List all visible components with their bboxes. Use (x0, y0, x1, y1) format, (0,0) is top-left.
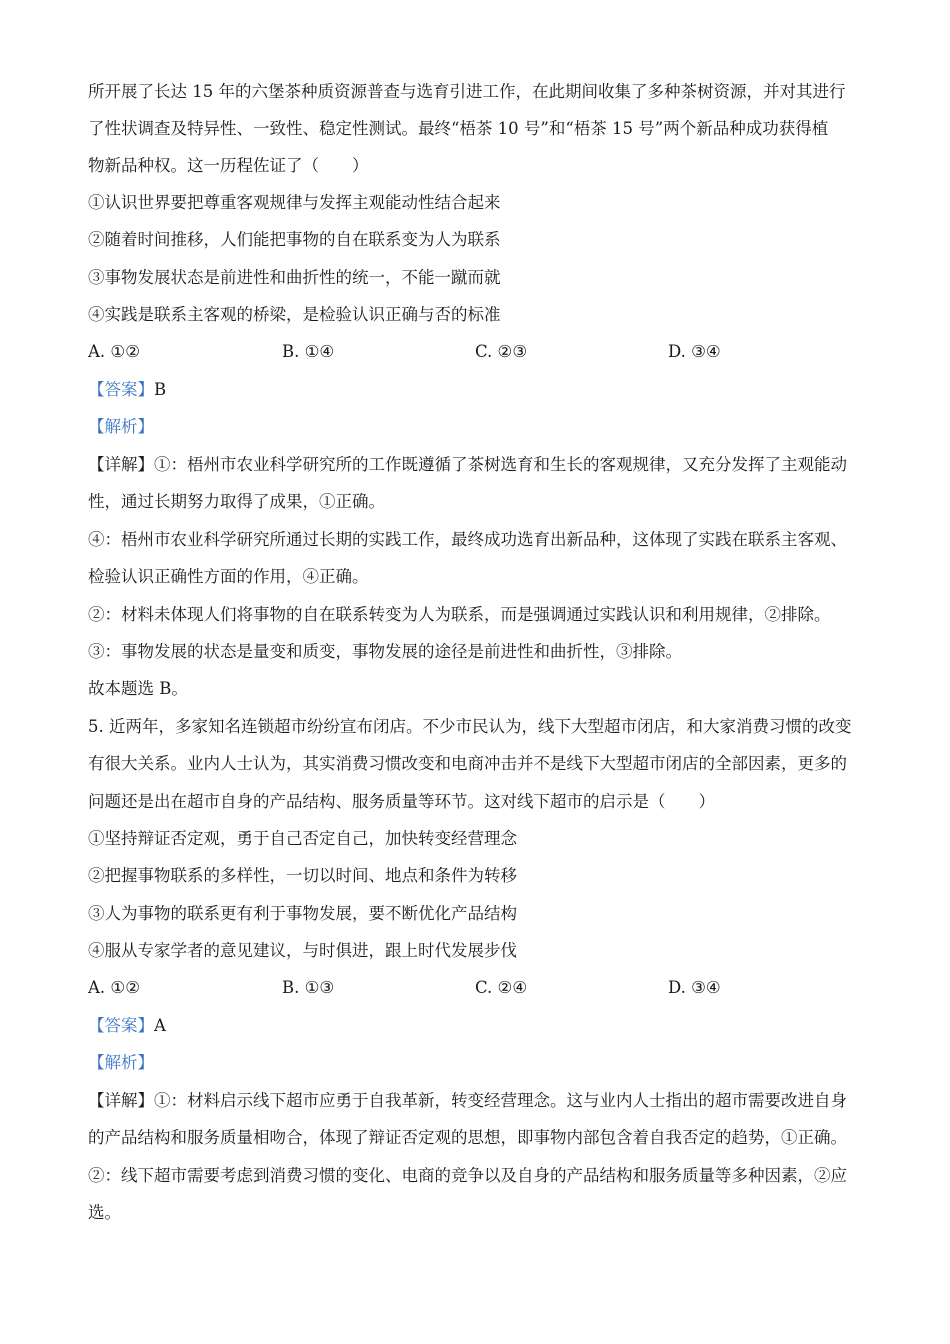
q5-option-b: B. ①③ (282, 978, 335, 997)
q4-answer-label: 【答案】 (88, 380, 154, 399)
q4-analysis-heading (88, 415, 878, 439)
q4-option-b: B. ①④ (282, 342, 335, 361)
q5-answer (88, 1014, 878, 1038)
q4-statement-1: ①认识世界要把尊重客观规律与发挥主观能动性结合起来 (88, 193, 501, 212)
q4-statement-2: ②随着时间推移，人们能把事物的自在联系变为人为联系 (88, 230, 501, 249)
q5-detail-line-1 (88, 1089, 878, 1113)
q4-detail-line-6: ③：事物发展的状态是量变和质变，事物发展的途径是前进性和曲折性，③排除。 (88, 642, 682, 661)
q4-option-c: C. ②③ (475, 342, 528, 361)
q5-stem-line-3: 问题还是出在超市自身的产品结构、服务质量等环节。这对线下超市的启示是（ ） (88, 792, 715, 811)
q5-option-d: D. ③④ (668, 978, 721, 997)
q5-detail-line-4: 选。 (88, 1203, 121, 1222)
q5-analysis-heading (88, 1051, 878, 1075)
q4-detail-line-5: ②：材料未体现人们将事物的自在联系转变为人为联系，而是强调通过实践认识和利用规律，②排除。 (88, 605, 831, 624)
q5-detail-line-3: ②：线下超市需要考虑到消费习惯的变化、电商的竞争以及自身的产品结构和服务质量等多种因素，②应 (88, 1166, 847, 1185)
q5-statement-1: ①坚持辩证否定观，勇于自己否定自己，加快转变经营理念 (88, 829, 517, 848)
q4-analysis-label: 【解析】 (88, 417, 154, 436)
q4-detail-line-4: 检验认识正确性方面的作用，④正确。 (88, 567, 369, 586)
q4-option-a: A. ①② (88, 342, 140, 361)
q5-detail-line-2: 的产品结构和服务质量相吻合，体现了辩证否定观的思想，即事物内部包含着自我否定的趋势，①正确。 (88, 1128, 847, 1147)
q5-statement-4: ④服从专家学者的意见建议，与时俱进，跟上时代发展步伐 (88, 941, 517, 960)
q4-detail-text-1: ①：梧州市农业科学研究所的工作既遵循了茶树选育和生长的客观规律，又充分发挥了主观能动 (154, 455, 847, 474)
q5-detail-label: 【详解】 (88, 1091, 154, 1110)
q5-analysis-label: 【解析】 (88, 1053, 154, 1072)
q5-detail-text-1: ①：材料启示线下超市应勇于自我革新，转变经营理念。这与业内人士指出的超市需要改进自身 (154, 1091, 847, 1110)
q5-option-c: C. ②④ (475, 978, 528, 997)
q5-options (88, 976, 878, 1000)
q4-stem-line-2: 了性状调查及特异性、一致性、稳定性测试。最终“梧茶 10 号”和“梧茶 15 号”两个新品种成功获得植 (88, 119, 829, 138)
q5-answer-value: A (154, 1016, 166, 1035)
q4-detail-label: 【详解】 (88, 455, 154, 474)
q4-detail-line-2: 性，通过长期努力取得了成果，①正确。 (88, 492, 385, 511)
q5-stem-line-2: 有很大关系。业内人士认为，其实消费习惯改变和电商冲击并不是线下大型超市闭店的全部因素，更多的 (88, 754, 847, 773)
q5-stem-line-1: 5. 近两年，多家知名连锁超市纷纷宣布闭店。不少市民认为，线下大型超市闭店，和大家消费习惯的改变 (88, 717, 852, 736)
q4-option-d: D. ③④ (668, 342, 721, 361)
q4-detail-line-3: ④：梧州市农业科学研究所通过长期的实践工作，最终成功选育出新品种，这体现了实践在联系主客观、 (88, 530, 847, 549)
q4-statement-3: ③事物发展状态是前进性和曲折性的统一，不能一蹴而就 (88, 268, 501, 287)
q5-option-a: A. ①② (88, 978, 140, 997)
q4-detail-line-1 (88, 453, 878, 477)
q5-statement-2: ②把握事物联系的多样性，一切以时间、地点和条件为转移 (88, 866, 517, 885)
q4-answer (88, 378, 878, 402)
q4-statement-4: ④实践是联系主客观的桥梁，是检验认识正确与否的标准 (88, 305, 501, 324)
q4-options (88, 340, 878, 364)
q5-statement-3: ③人为事物的联系更有利于事物发展，要不断优化产品结构 (88, 904, 517, 923)
q4-stem-line-3: 物新品种权。这一历程佐证了（ ） (88, 156, 369, 175)
q4-stem-line-1: 所开展了长达 15 年的六堡茶种质资源普查与选育引进工作，在此期间收集了多种茶树资源，并对其进行 (88, 82, 846, 101)
q5-answer-label: 【答案】 (88, 1016, 154, 1035)
q4-answer-value: B (154, 380, 167, 399)
q4-conclusion: 故本题选 B。 (88, 679, 188, 698)
